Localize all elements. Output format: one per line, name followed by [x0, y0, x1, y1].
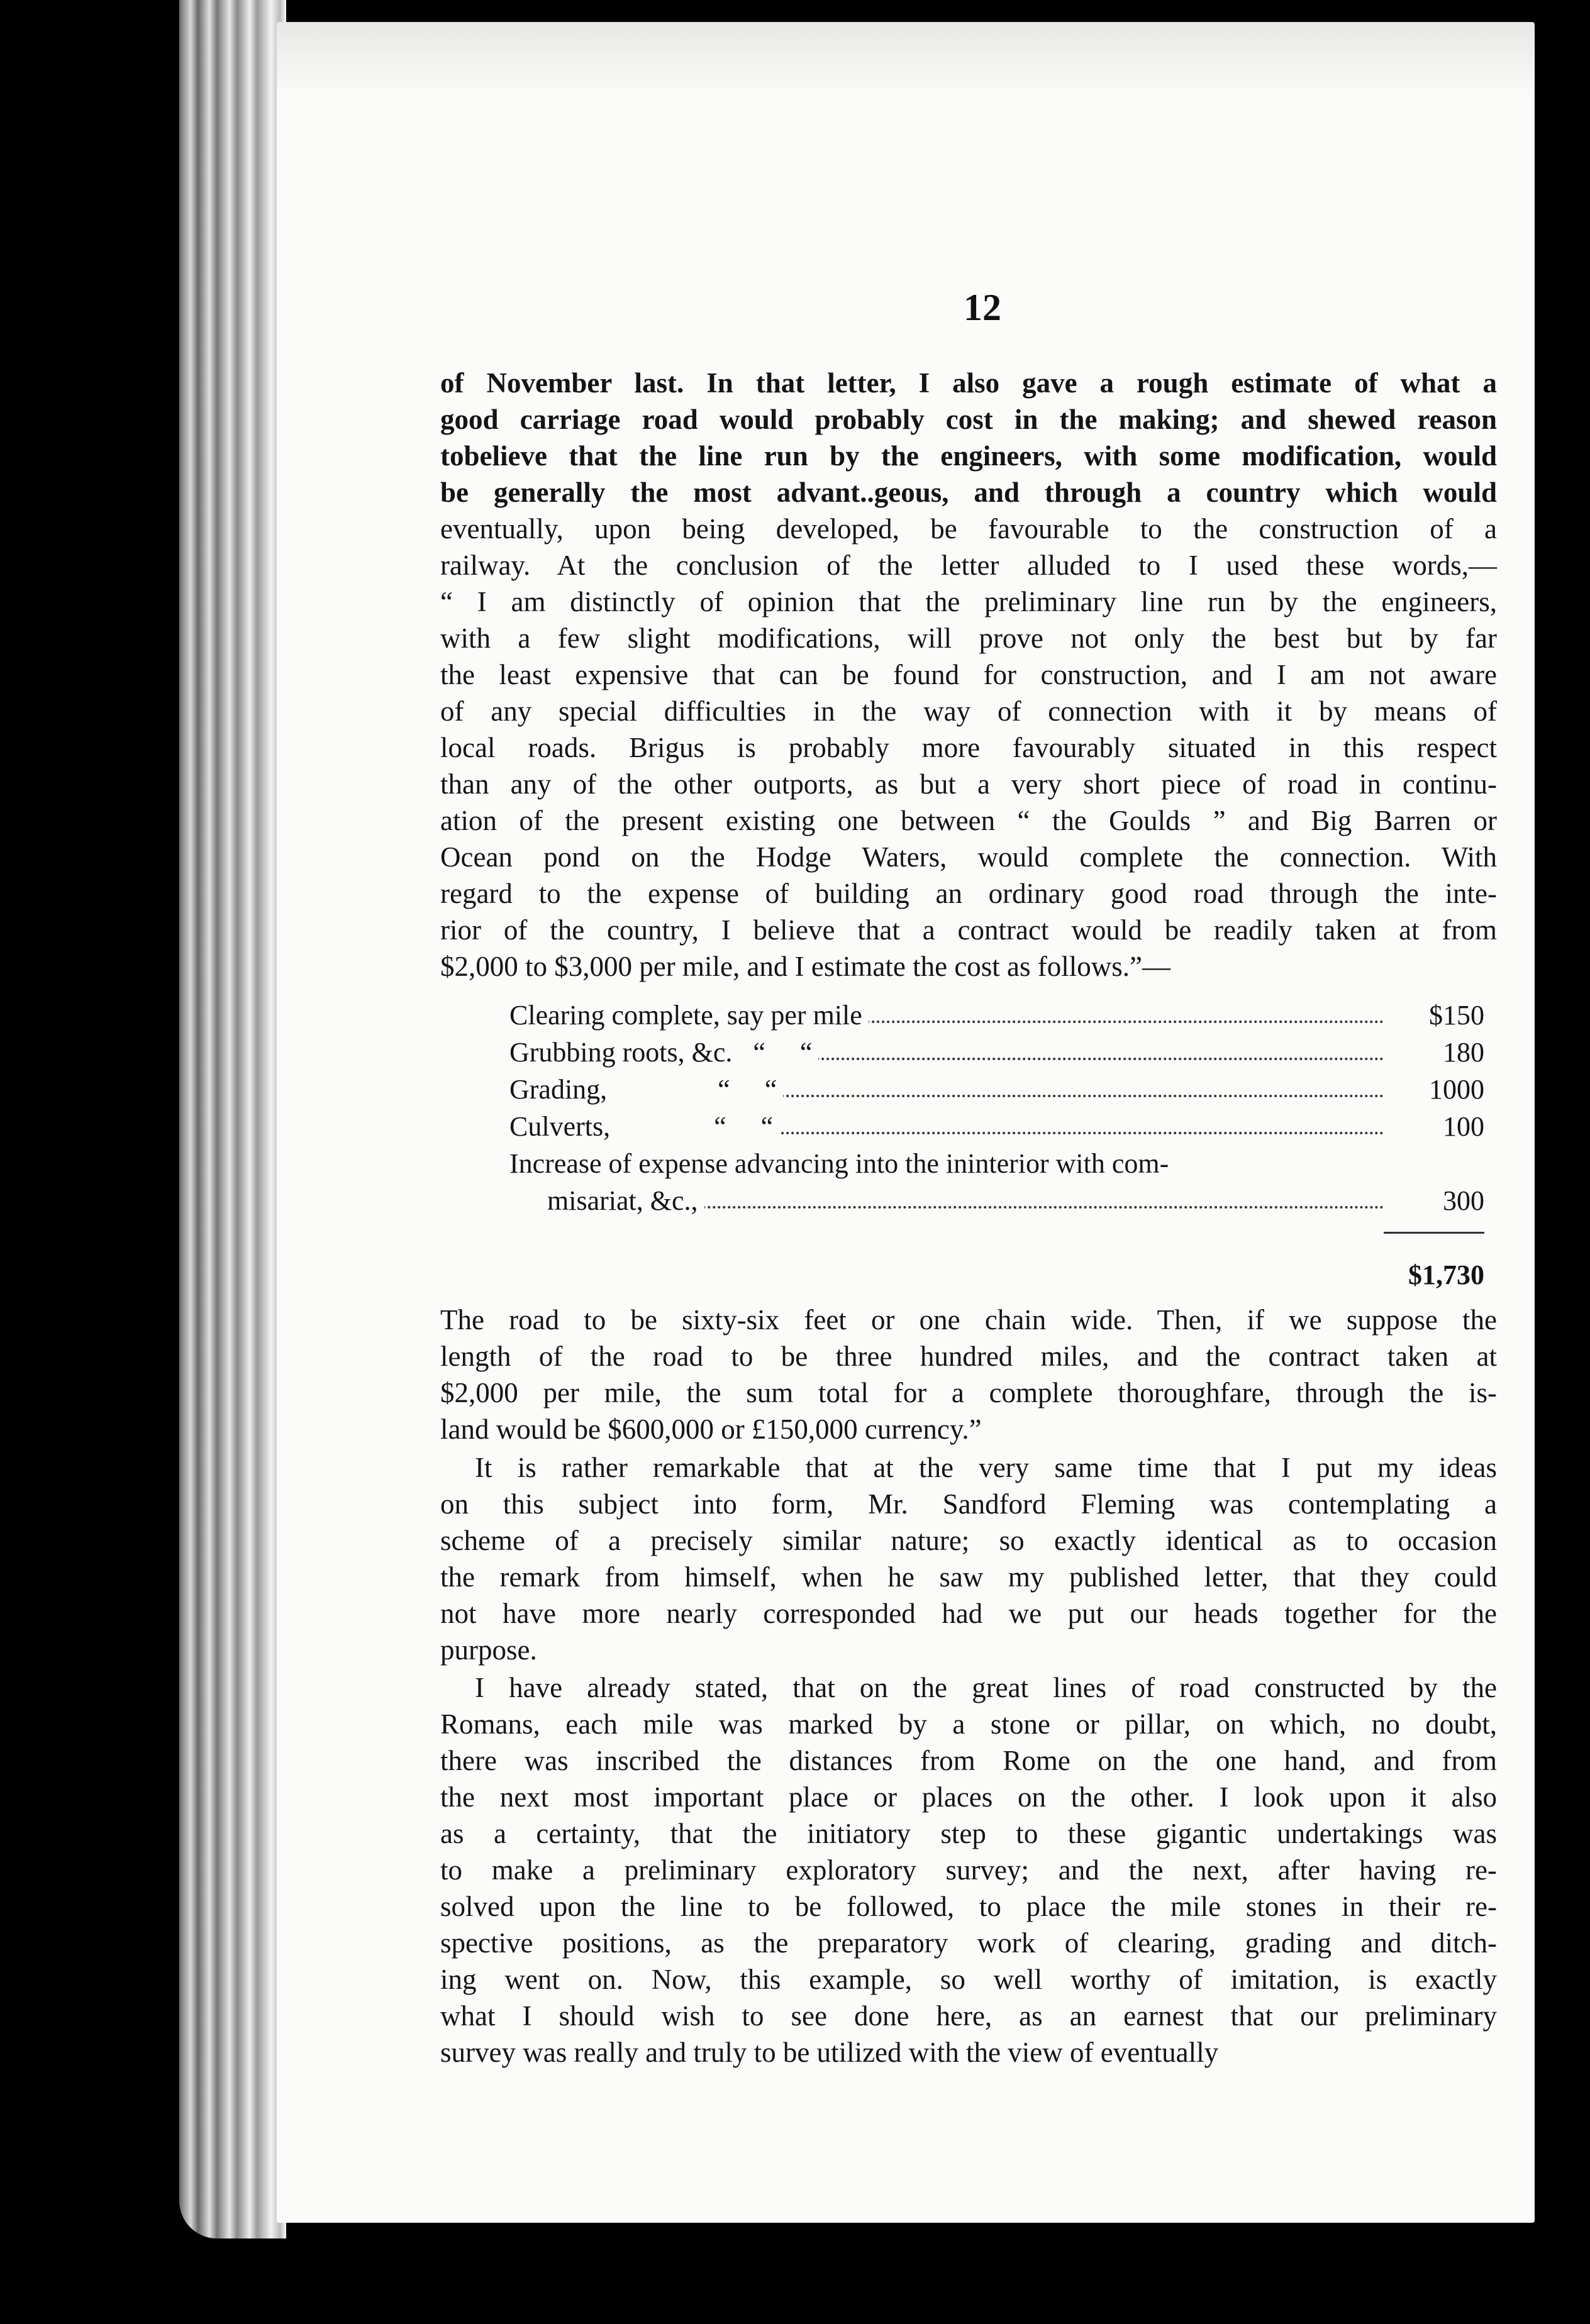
- text-line: survey was really and truly to be utilized with the view of eventually: [440, 2037, 1219, 2068]
- text-line: than any of the other outports, as but a very short piece of road in continu-: [440, 768, 1497, 800]
- estimate-value: 300: [1443, 1185, 1484, 1216]
- estimate-row: [440, 1034, 1497, 1071]
- text-line: be generally the most advant..geous, and through a country which would: [440, 477, 1497, 508]
- text-line: on this subject into form, Mr. Sandford Fleming was contemplating a: [440, 1488, 1497, 1520]
- text-line: eventually, upon being developed, be favourable to the construction of a: [440, 513, 1497, 545]
- estimate-row: [440, 1145, 1497, 1182]
- text-line: what I should wish to see done here, as an earnest that our preliminary: [440, 2000, 1497, 2032]
- paragraph-2: [440, 1302, 1497, 1447]
- text-line: spective positions, as the preparatory work of clearing, grading and ditch-: [440, 1927, 1497, 1959]
- text-line: regard to the expense of building an ordinary good road through the inte-: [440, 878, 1497, 909]
- text-line: $2,000 per mile, the sum total for a complete thoroughfare, through the is-: [440, 1377, 1497, 1408]
- estimate-value: $150: [1429, 1000, 1484, 1031]
- estimate-value: 100: [1443, 1111, 1484, 1142]
- estimate-row: [440, 1071, 1497, 1108]
- estimate-label: Grading, “ “: [509, 1071, 783, 1108]
- text-line: It is rather remarkable that at the very same time that I put my ideas: [475, 1452, 1497, 1483]
- paragraph-3: [440, 1449, 1497, 1668]
- estimate-label: misariat, &c.,: [547, 1182, 704, 1219]
- estimate-value: 1000: [1429, 1074, 1484, 1105]
- text-line: $2,000 to $3,000 per mile, and I estimate the cost as follows.”—: [440, 951, 1171, 982]
- text-line: land would be $600,000 or £150,000 currency.”: [440, 1414, 982, 1445]
- page-number: 12: [964, 287, 1001, 328]
- text-line: with a few slight modifications, will prove not only the best but by far: [440, 622, 1497, 654]
- estimate-row: [440, 997, 1497, 1034]
- book-page-edges: [179, 0, 286, 2238]
- text-line: scheme of a precisely similar nature; so exactly identical as to occasion: [440, 1525, 1497, 1556]
- text-line: the least expensive that can be found for construction, and I am not aware: [440, 659, 1497, 690]
- text-line: Romans, each mile was marked by a stone or pillar, on which, no doubt,: [440, 1708, 1497, 1740]
- text-line: there was inscribed the distances from Rome on the one hand, and from: [440, 1745, 1497, 1776]
- text-line: rior of the country, I believe that a contract would be readily taken at from: [440, 914, 1497, 946]
- paragraph-1: [440, 365, 1497, 985]
- text-line: length of the road to be three hundred miles, and the contract taken at: [440, 1341, 1497, 1372]
- text-line: the next most important place or places on the other. I look upon it also: [440, 1781, 1497, 1813]
- text-line: The road to be sixty-six feet or one chain wide. Then, if we suppose the: [440, 1304, 1497, 1336]
- estimate-label: Culverts, “ “: [509, 1108, 779, 1145]
- estimate-label: Grubbing roots, &c. “ “: [509, 1034, 818, 1071]
- estimate-label: Clearing complete, say per mile: [509, 997, 869, 1034]
- text-line: ation of the present existing one between “ the Goulds ” and Big Barren or: [440, 805, 1497, 836]
- estimate-row: [440, 1182, 1497, 1219]
- estimate-total: $1,730: [1408, 1259, 1484, 1290]
- text-line: to make a preliminary exploratory survey; and the next, after having re-: [440, 1854, 1497, 1886]
- text-line: solved upon the line to be followed, to place the mile stones in their re-: [440, 1891, 1497, 1922]
- estimate-label: Increase of expense advancing into the ininterior with com-: [509, 1145, 1175, 1182]
- sum-rule: [1384, 1232, 1484, 1234]
- page-shadow: [277, 22, 1535, 97]
- text-line: good carriage road would probably cost in the making; and shewed reason: [440, 404, 1497, 435]
- text-line: I have already stated, that on the great lines of road constructed by the: [475, 1672, 1497, 1703]
- text-line: as a certainty, that the initiatory step to these gigantic undertakings was: [440, 1818, 1497, 1849]
- text-line: of any special difficulties in the way of connection with it by means of: [440, 695, 1497, 727]
- text-line: purpose.: [440, 1634, 537, 1666]
- text-line: not have more nearly corresponded had we put our heads together for the: [440, 1598, 1497, 1629]
- text-line: railway. At the conclusion of the letter alluded to I used these words,—: [440, 550, 1497, 581]
- estimate-rule-row: [440, 1219, 1497, 1256]
- text-line: tobelieve that the line run by the engineers, with some modification, would: [440, 440, 1497, 472]
- paragraph-4: [440, 1669, 1497, 2071]
- text-line: of November last. In that letter, I also gave a rough estimate of what a: [440, 367, 1497, 399]
- cost-estimate-table: [440, 997, 1497, 1293]
- text-line: Ocean pond on the Hodge Waters, would complete the connection. With: [440, 841, 1497, 873]
- text-line: the remark from himself, when he saw my published letter, that they could: [440, 1561, 1497, 1593]
- text-line: “ I am distinctly of opinion that the preliminary line run by the engineers,: [440, 586, 1497, 617]
- estimate-row: [440, 1108, 1497, 1145]
- text-line: local roads. Brigus is probably more favourably situated in this respect: [440, 732, 1497, 763]
- estimate-total-row: [440, 1256, 1497, 1293]
- text-line: ing went on. Now, this example, so well worthy of imitation, is exactly: [440, 1964, 1497, 1995]
- estimate-value: 180: [1443, 1037, 1484, 1068]
